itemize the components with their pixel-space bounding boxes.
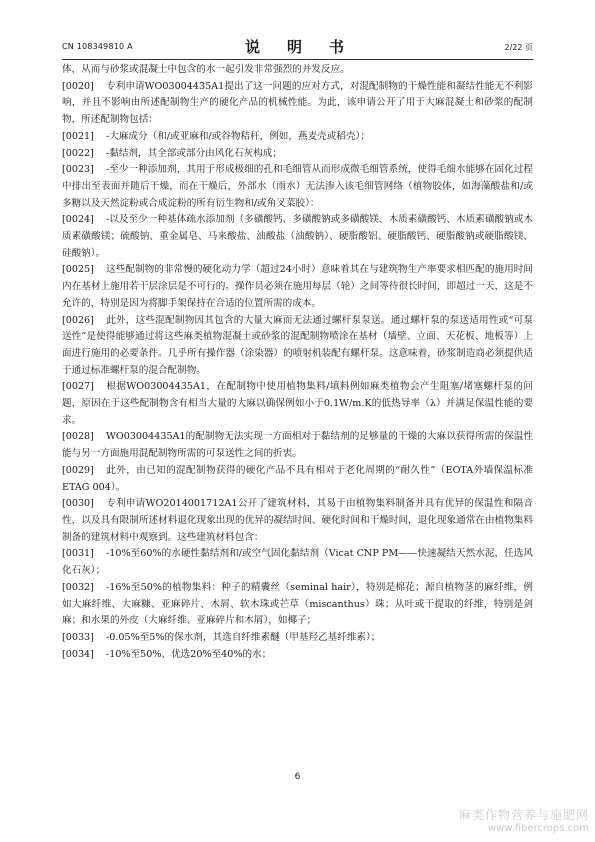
paragraph-0034: [0034] -10%至50%、优选20%至40%的水； [62, 647, 533, 664]
paragraph-number: [0021] [62, 130, 94, 142]
paragraph-0028: [0028] WO03004435A1的配制物无法实现一方面相对于黏结剂的足够量的干燥的大麻以获得所需的保温性能与另一方面施用混配制物所需的可泵送性之间的折衷。 [62, 431, 533, 460]
header-rule [62, 59, 533, 60]
paragraph-0030: [0030] 专利申请WO2014001712A1公开了建筑材料，其易于由植物集料制备并具有优异的保温性和隔音性，以及具有限制所述材料退化现象出现的优异的凝结时间、硬化时间和干燥时间，退化现象通常在由植物集料制备的建筑材料中观察到。这些建筑材料包含： [62, 498, 533, 543]
watermark [459, 806, 589, 834]
publication-number: CN 108349810 A [62, 42, 133, 51]
paragraph-number: [0033] [62, 631, 94, 643]
paragraph-0023: [0023] -至少一种添加剂，其用于形成极细的孔和毛细管从而形成微毛细管系统，使得毛细水能够在固化过程中排出至表面并随后干燥，而在干燥后，外部水（雨水）无法渗入该毛细管网络（植物胶体，如海藻酸盐和/或多糖以及天然淀粉或合成淀粉的所有衍生物和/或角叉菜胶）： [62, 164, 533, 209]
paragraph-number: [0025] [62, 264, 94, 276]
page-number: 6 [294, 772, 301, 782]
paragraph-number: [0027] [62, 381, 94, 393]
paragraph-number: [0030] [62, 498, 94, 510]
paragraph-0031: [0031] -10%至60%的水硬性黏结剂和/或空气固化黏结剂（Vicat CNP PM——快速凝结天然水泥，任选风化石灰）； [62, 548, 533, 577]
paragraph-number: [0031] [62, 548, 94, 560]
paragraph-number: [0026] [62, 314, 94, 326]
page-header [62, 36, 533, 56]
paragraph-0025: [0025] 这些配制物的非常慢的硬化动力学（超过24小时）意味着其在与建筑物生产率要求相匹配的施用时间内在基材上施用若干层涂层是不可行的。操作员必须在施用每层（轮）之间等待很长时间，即超过一天，这是不允许的，特别是因为将脚手架保持在合适的位置所需的成本。 [62, 264, 533, 309]
page-reference: 2/22 页 [504, 43, 533, 52]
watermark-url: www.fibercrops.com [487, 823, 589, 834]
paragraph-number: [0034] [62, 648, 94, 660]
paragraph-0026: [0026] 此外，这些混配制物因其包含的大量大麻而无法通过螺杆泵泵送。通过螺杆泵的泵送适用性或“可泵送性”是使得能够通过将这些麻类植物混凝土或砂浆的混配制物喷涂在基材（墙壁、立面、天花板、地板等）上面进行施用的必要条件。几乎所有操作器（涂染器）的喷射机装配有螺杆泵。这意味着，砂浆制造商必须提供适于通过标准螺杆泵的混合配制物。 [62, 314, 533, 376]
paragraph-number: [0032] [62, 581, 94, 593]
paragraph-number: [0022] [62, 147, 94, 159]
paragraph-0021: [0021] -大麻成分（和/或亚麻和/或谷物秸秆，例如，燕麦壳或稻壳）； [62, 129, 533, 146]
paragraph-0033: [0033] -0.05%至5%的保水剂，其选自纤维素醚（甲基羟乙基纤维素）； [62, 630, 533, 647]
watermark-title: 麻类作物营养与施肥网 [458, 808, 589, 822]
paragraph-0032: [0032] -16%至50%的植物集料：种子的精囊丝（seminal hair），特别是棉花；源自植物茎的麻纤维，例如大麻纤维、大麻糠、亚麻碎片、木屑、软木珠或芒草（miscanthus）珠；从叶或干提取的纤维，特别是剑麻；和水果的外皮（大麻纤维、亚麻碎片和木屑），如椰子； [62, 581, 533, 627]
document-body [62, 62, 533, 663]
paragraph-number: [0029] [62, 464, 94, 476]
paragraph-0024: [0024] -以及至少一种基体疏水添加剂（多磺酸钙、多磺酸钠或多磺酸镁、木质素磺酸钙、木质素磺酸钠或木质素磺酸镁；硫酸钠、重金属皂、马来酸盐、油酸盐（油酸钠）、硬脂酸铝、硬脂酸钙、硬脂酸钠或硬脂酸镁、硅酸钠）。 [62, 214, 533, 259]
paragraph-continuation: 体，从而与砂浆或混凝土中包含的水一起引发非常强烈的并发反应。 [62, 64, 350, 75]
paragraph-number: [0023] [62, 164, 94, 176]
paragraph-0027: [0027] 根据WO03004435A1，在配制物中使用植物集料/填料例如麻类植物会产生阻塞/堵塞螺杆泵的问题，原因在于这些配制物含有相当大量的大麻以确保例如小于0.1W/m.K的低热导率（λ）并满足保温性能的要求。 [62, 381, 533, 426]
paragraph-0020: [0020] 专利申请WO03004435A1提出了这一问题的应对方式，对混配制物的干燥性能和凝结性能无不利影响，并且不影响由所述配制物生产的硬化产品的机械性能。为此，该申请公开了用于大麻混凝土和砂浆的配制物，所述配制物包括： [62, 80, 533, 126]
paragraph-number: [0028] [62, 431, 94, 443]
paragraph-0029: [0029] 此外，由已知的混配制物获得的硬化产品不具有相对于老化周期的“耐久性”（EOTA外墙保温标准ETAG 004）。 [62, 464, 533, 493]
paragraph-number: [0020] [62, 80, 94, 92]
paragraph-number: [0024] [62, 214, 94, 226]
paragraph-0022: [0022] -黏结剂，其全部或部分由风化石灰构成； [62, 146, 533, 163]
document-title: 说 明 书 [244, 38, 350, 56]
